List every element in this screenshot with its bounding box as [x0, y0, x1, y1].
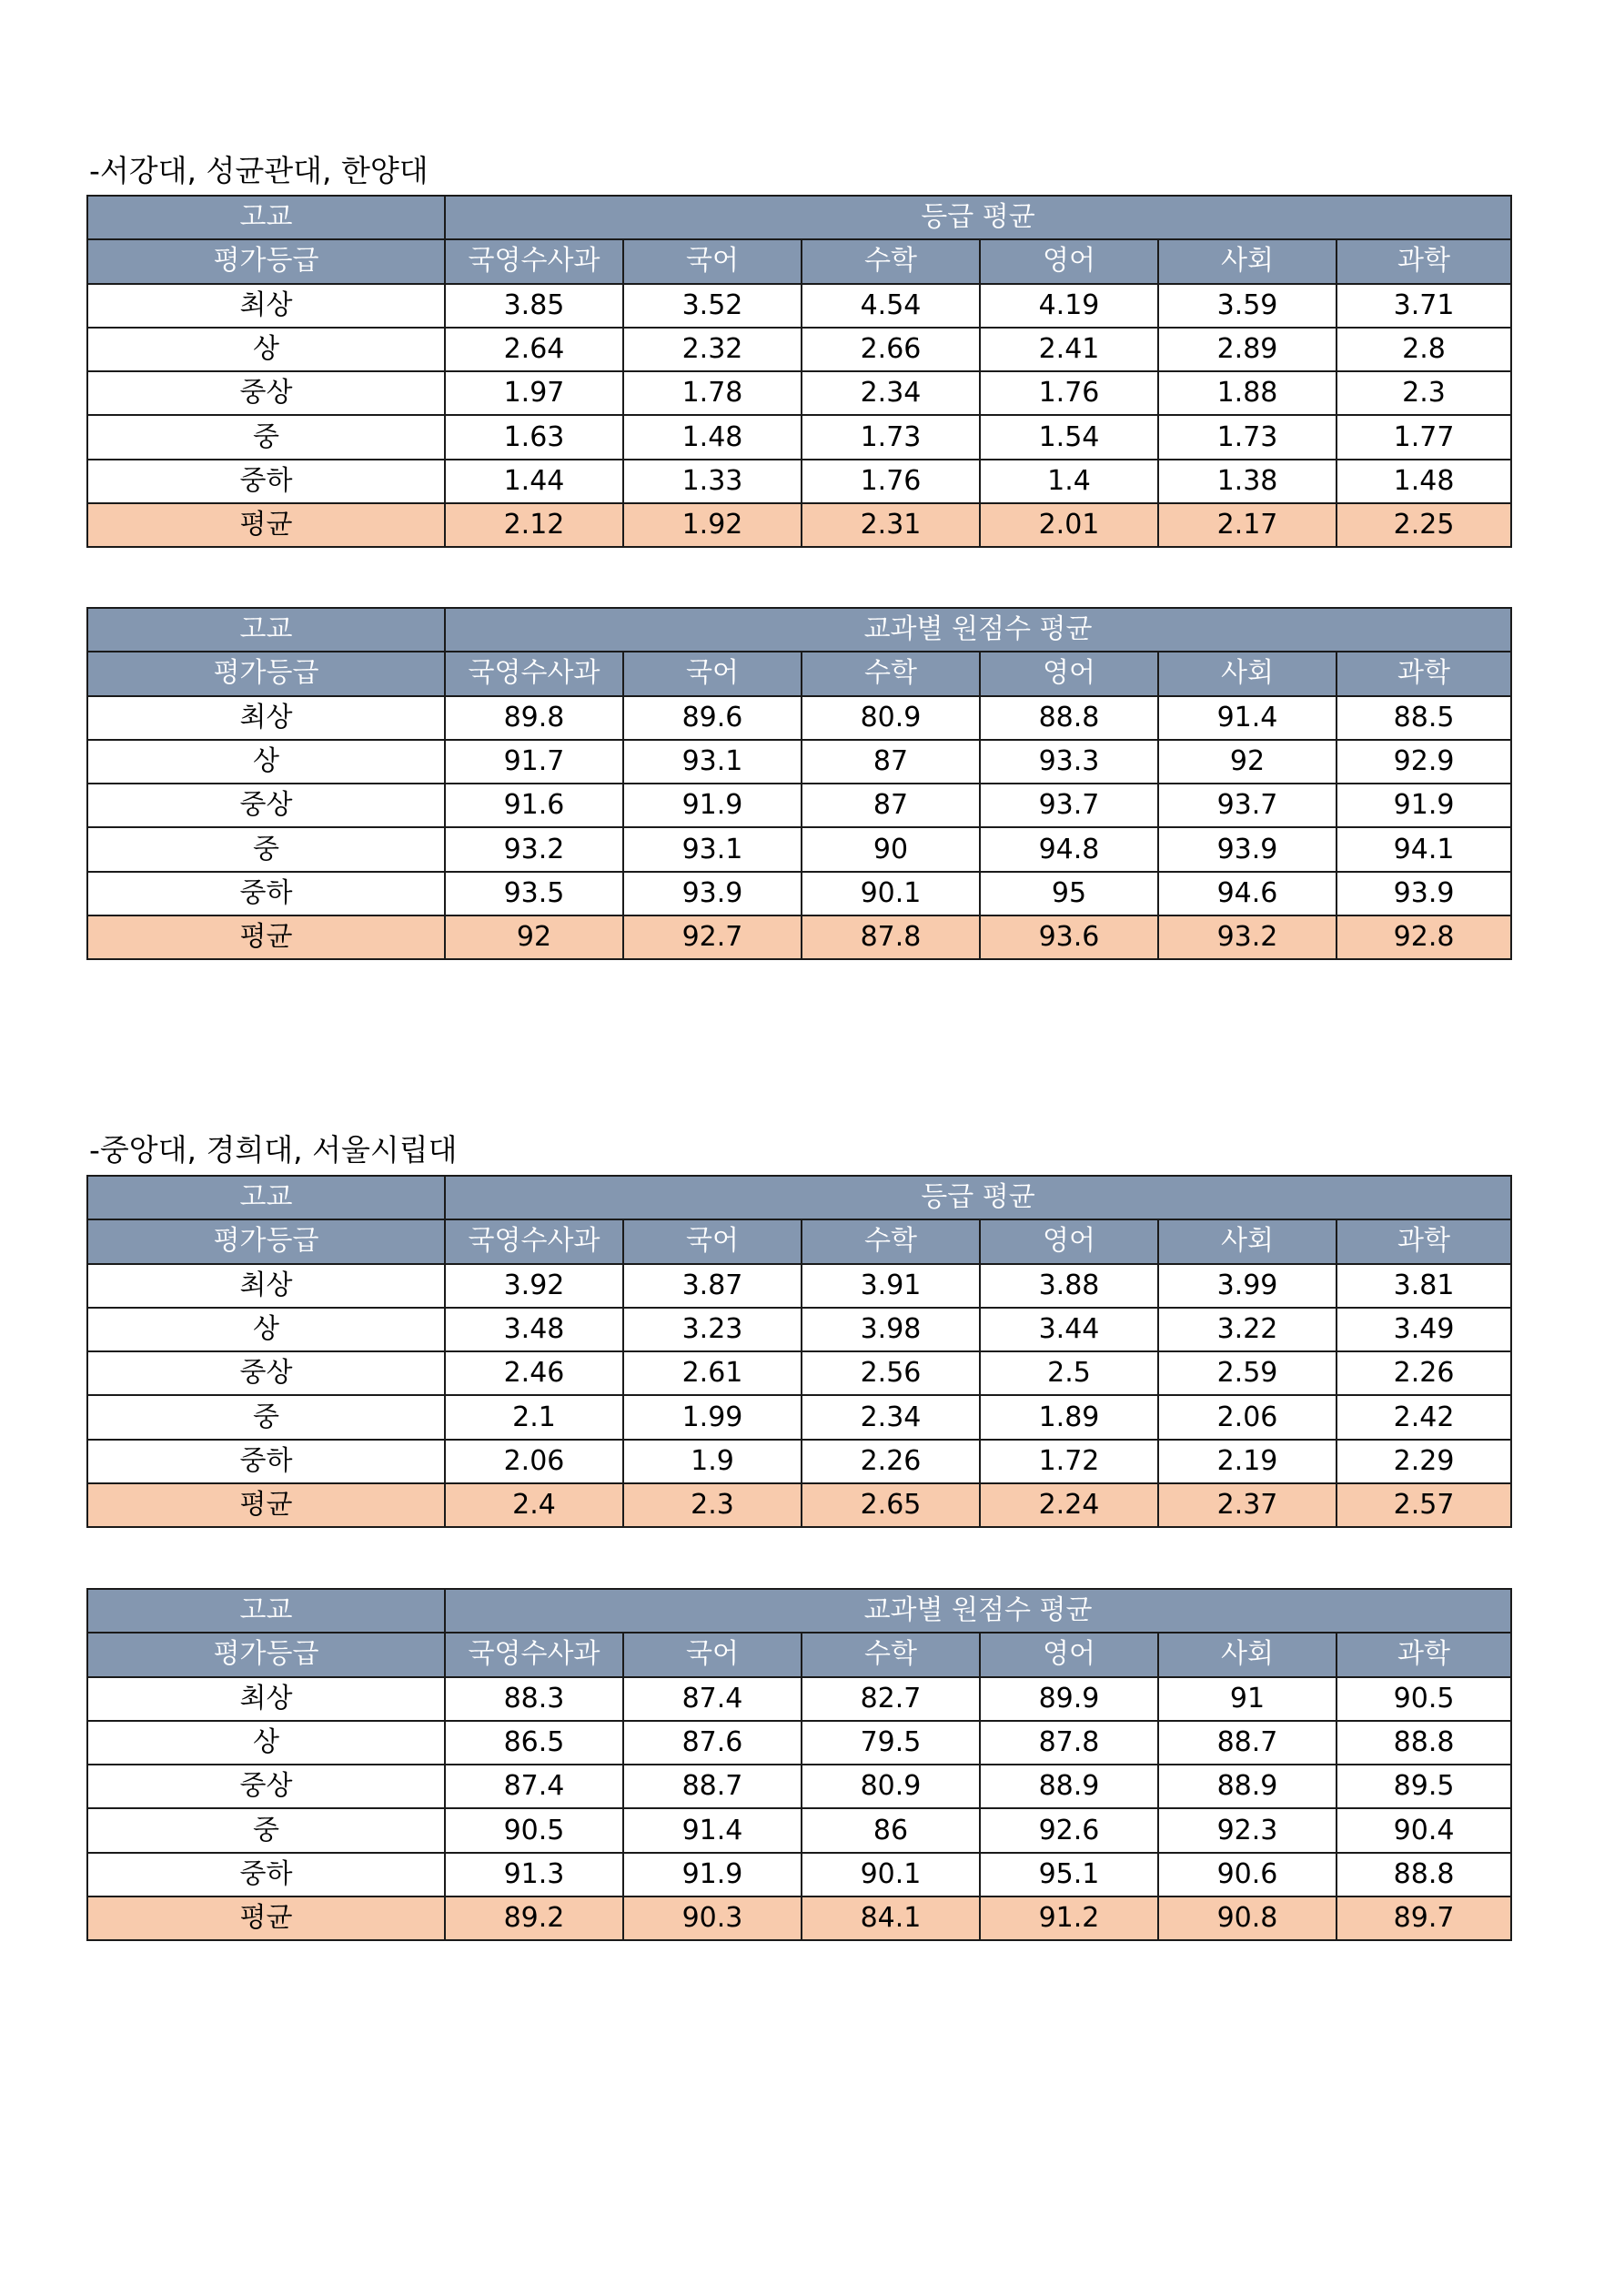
table-row — [87, 1264, 1511, 1308]
table-cell: 87 — [802, 740, 980, 784]
table-cell: 93.1 — [623, 827, 802, 871]
row-label: 중하 — [87, 1853, 445, 1896]
table-cell: 2.8 — [1337, 328, 1511, 371]
table-cell: 3.22 — [1158, 1308, 1337, 1351]
table-cell: 93.9 — [1158, 827, 1337, 871]
table-cell: 88.3 — [445, 1677, 623, 1721]
table-cell: 84.1 — [802, 1896, 980, 1940]
table-cell: 87.4 — [445, 1765, 623, 1808]
table-cell: 3.91 — [802, 1264, 980, 1308]
row-label: 중 — [87, 827, 445, 871]
table-cell: 91.9 — [623, 1853, 802, 1896]
table-cell: 2.41 — [980, 328, 1158, 371]
table-cell: 80.9 — [802, 1765, 980, 1808]
table-row — [87, 1308, 1511, 1351]
column-header: 사회 — [1158, 1633, 1337, 1676]
table-cell: 88.8 — [1337, 1853, 1511, 1896]
row-label: 상 — [87, 328, 445, 371]
table-cell: 93.2 — [1158, 915, 1337, 959]
row-label: 상 — [87, 740, 445, 784]
table-cell: 92.7 — [623, 915, 802, 959]
table-cell: 88.9 — [1158, 1765, 1337, 1808]
table-cell: 3.92 — [445, 1264, 623, 1308]
table-cell: 2.17 — [1158, 503, 1337, 547]
table-row — [87, 328, 1511, 371]
row-label: 중상 — [87, 371, 445, 415]
table-cell: 93.9 — [1337, 872, 1511, 915]
table-row — [87, 1677, 1511, 1721]
raw-score-average-table — [86, 607, 1512, 960]
table-cell: 91.4 — [623, 1808, 802, 1852]
table-cell: 2.26 — [802, 1440, 980, 1483]
column-header: 수학 — [802, 652, 980, 695]
table-cell: 1.48 — [623, 415, 802, 459]
table-row — [87, 784, 1511, 827]
table-cell: 3.98 — [802, 1308, 980, 1351]
table-cell: 1.97 — [445, 371, 623, 415]
row-header: 평가등급 — [87, 1219, 445, 1263]
table-cell: 2.3 — [1337, 371, 1511, 415]
table-cell: 2.37 — [1158, 1483, 1337, 1527]
table-cell: 91.9 — [623, 784, 802, 827]
table-cell: 1.38 — [1158, 460, 1337, 503]
table-cell: 4.54 — [802, 284, 980, 328]
column-header: 영어 — [980, 1219, 1158, 1263]
table-cell: 1.92 — [623, 503, 802, 547]
average-row — [87, 915, 1511, 959]
table-cell: 92.8 — [1337, 915, 1511, 959]
table-cell: 87 — [802, 784, 980, 827]
table-cell: 2.31 — [802, 503, 980, 547]
table-cell: 3.81 — [1337, 1264, 1511, 1308]
column-header: 영어 — [980, 652, 1158, 695]
table-cell: 1.99 — [623, 1395, 802, 1439]
table-cell: 90.3 — [623, 1896, 802, 1940]
raw-score-average-table — [86, 1588, 1512, 1941]
row-label: 중상 — [87, 1765, 445, 1808]
table-cell: 1.76 — [802, 460, 980, 503]
row-label: 상 — [87, 1721, 445, 1765]
table-cell: 94.8 — [980, 827, 1158, 871]
table-cell: 93.1 — [623, 740, 802, 784]
table-cell: 90.5 — [1337, 1677, 1511, 1721]
table-cell: 91.4 — [1158, 696, 1337, 740]
row-label: 중하 — [87, 1440, 445, 1483]
table-cell: 3.88 — [980, 1264, 1158, 1308]
table-cell: 2.34 — [802, 371, 980, 415]
table-cell: 3.44 — [980, 1308, 1158, 1351]
table-cell: 2.65 — [802, 1483, 980, 1527]
table-cell: 2.56 — [802, 1351, 980, 1395]
column-header: 국영수사과 — [445, 652, 623, 695]
table-cell: 1.9 — [623, 1440, 802, 1483]
row-label: 중 — [87, 1395, 445, 1439]
table-cell: 2.25 — [1337, 503, 1511, 547]
row-label: 중 — [87, 415, 445, 459]
table-cell: 90.5 — [445, 1808, 623, 1852]
table-cell: 2.29 — [1337, 1440, 1511, 1483]
table-cell: 2.57 — [1337, 1483, 1511, 1527]
table-cell: 2.01 — [980, 503, 1158, 547]
table-row — [87, 827, 1511, 871]
table-cell: 1.89 — [980, 1395, 1158, 1439]
table-cell: 92.6 — [980, 1808, 1158, 1852]
table-cell: 91.6 — [445, 784, 623, 827]
table-cell: 88.9 — [980, 1765, 1158, 1808]
average-row — [87, 503, 1511, 547]
table-cell: 89.7 — [1337, 1896, 1511, 1940]
table-cell: 2.4 — [445, 1483, 623, 1527]
table-cell: 2.64 — [445, 328, 623, 371]
table-cell: 87.8 — [802, 915, 980, 959]
table-cell: 1.77 — [1337, 415, 1511, 459]
table-cell: 90.8 — [1158, 1896, 1337, 1940]
table-row — [87, 284, 1511, 328]
row-label: 최상 — [87, 696, 445, 740]
row-label: 평균 — [87, 1483, 445, 1527]
table-row — [87, 740, 1511, 784]
table-cell: 86 — [802, 1808, 980, 1852]
table-cell: 90 — [802, 827, 980, 871]
table-cell: 1.73 — [802, 415, 980, 459]
row-label: 최상 — [87, 1677, 445, 1721]
row-label: 최상 — [87, 1264, 445, 1308]
column-header: 국영수사과 — [445, 1219, 623, 1263]
table-cell: 1.4 — [980, 460, 1158, 503]
table-cell: 90.1 — [802, 1853, 980, 1896]
row-header: 평가등급 — [87, 652, 445, 695]
table-cell: 91.7 — [445, 740, 623, 784]
table-cell: 2.3 — [623, 1483, 802, 1527]
column-header: 국어 — [623, 1633, 802, 1676]
table-row — [87, 1395, 1511, 1439]
row-header: 평가등급 — [87, 239, 445, 283]
table-cell: 2.5 — [980, 1351, 1158, 1395]
grade-average-table — [86, 195, 1512, 548]
table-cell: 93.3 — [980, 740, 1158, 784]
table-row — [87, 1351, 1511, 1395]
row-label: 중 — [87, 1808, 445, 1852]
table-cell: 89.6 — [623, 696, 802, 740]
table-cell: 1.72 — [980, 1440, 1158, 1483]
column-header: 국영수사과 — [445, 239, 623, 283]
table-cell: 88.7 — [623, 1765, 802, 1808]
table-cell: 93.9 — [623, 872, 802, 915]
table-row — [87, 1853, 1511, 1896]
table-cell: 94.6 — [1158, 872, 1337, 915]
table-cell: 2.06 — [445, 1440, 623, 1483]
table-cell: 3.48 — [445, 1308, 623, 1351]
table-cell: 80.9 — [802, 696, 980, 740]
table-cell: 2.26 — [1337, 1351, 1511, 1395]
table-cell: 91.9 — [1337, 784, 1511, 827]
group-header: 교과별 원점수 평균 — [445, 608, 1511, 652]
table-cell: 1.63 — [445, 415, 623, 459]
table-cell: 2.12 — [445, 503, 623, 547]
column-header: 영어 — [980, 1633, 1158, 1676]
table-cell: 89.5 — [1337, 1765, 1511, 1808]
table-cell: 2.61 — [623, 1351, 802, 1395]
table-cell: 92.9 — [1337, 740, 1511, 784]
table-cell: 92.3 — [1158, 1808, 1337, 1852]
row-header: 평가등급 — [87, 1633, 445, 1676]
table-cell: 2.89 — [1158, 328, 1337, 371]
column-header: 수학 — [802, 1633, 980, 1676]
table-cell: 3.71 — [1337, 284, 1511, 328]
table-cell: 95 — [980, 872, 1158, 915]
table-cell: 1.33 — [623, 460, 802, 503]
average-row — [87, 1483, 1511, 1527]
column-header: 국영수사과 — [445, 1633, 623, 1676]
table-cell: 82.7 — [802, 1677, 980, 1721]
table-cell: 3.49 — [1337, 1308, 1511, 1351]
table-cell: 87.4 — [623, 1677, 802, 1721]
table-cell: 87.8 — [980, 1721, 1158, 1765]
table-row — [87, 696, 1511, 740]
column-header: 국어 — [623, 652, 802, 695]
corner-header: 고교 — [87, 1589, 445, 1633]
row-label: 중상 — [87, 1351, 445, 1395]
table-cell: 93.7 — [980, 784, 1158, 827]
table-cell: 1.44 — [445, 460, 623, 503]
table-cell: 88.8 — [980, 696, 1158, 740]
column-header: 사회 — [1158, 652, 1337, 695]
row-label: 평균 — [87, 503, 445, 547]
table-cell: 3.23 — [623, 1308, 802, 1351]
table-cell: 2.42 — [1337, 1395, 1511, 1439]
table-cell: 90.4 — [1337, 1808, 1511, 1852]
column-header: 사회 — [1158, 239, 1337, 283]
table-cell: 2.59 — [1158, 1351, 1337, 1395]
column-header: 영어 — [980, 239, 1158, 283]
column-header: 과학 — [1337, 652, 1511, 695]
table-cell: 88.5 — [1337, 696, 1511, 740]
row-label: 상 — [87, 1308, 445, 1351]
table-row — [87, 415, 1511, 459]
grade-average-table — [86, 1175, 1512, 1528]
group-header: 등급 평균 — [445, 1176, 1511, 1219]
table-cell: 1.54 — [980, 415, 1158, 459]
table-cell: 3.87 — [623, 1264, 802, 1308]
table-cell: 91.3 — [445, 1853, 623, 1896]
table-cell: 79.5 — [802, 1721, 980, 1765]
table-cell: 90.1 — [802, 872, 980, 915]
table-cell: 91.2 — [980, 1896, 1158, 1940]
table-cell: 89.9 — [980, 1677, 1158, 1721]
table-cell: 3.52 — [623, 284, 802, 328]
row-label: 평균 — [87, 915, 445, 959]
table-row — [87, 872, 1511, 915]
table-cell: 2.1 — [445, 1395, 623, 1439]
section-title: -서강대, 성균관대, 한양대 — [89, 153, 429, 188]
column-header: 국어 — [623, 1219, 802, 1263]
corner-header: 고교 — [87, 196, 445, 239]
table-cell: 90.6 — [1158, 1853, 1337, 1896]
table-cell: 1.88 — [1158, 371, 1337, 415]
column-header: 수학 — [802, 1219, 980, 1263]
table-cell: 89.2 — [445, 1896, 623, 1940]
table-cell: 2.66 — [802, 328, 980, 371]
section-title: -중앙대, 경희대, 서울시립대 — [89, 1132, 458, 1168]
corner-header: 고교 — [87, 608, 445, 652]
column-header: 사회 — [1158, 1219, 1337, 1263]
table-cell: 2.19 — [1158, 1440, 1337, 1483]
table-cell: 1.73 — [1158, 415, 1337, 459]
column-header: 과학 — [1337, 1633, 1511, 1676]
table-cell: 3.59 — [1158, 284, 1337, 328]
table-row — [87, 1808, 1511, 1852]
table-cell: 2.32 — [623, 328, 802, 371]
column-header: 수학 — [802, 239, 980, 283]
row-label: 중상 — [87, 784, 445, 827]
table-cell: 88.7 — [1158, 1721, 1337, 1765]
table-cell: 1.76 — [980, 371, 1158, 415]
row-label: 평균 — [87, 1896, 445, 1940]
table-cell: 94.1 — [1337, 827, 1511, 871]
row-label: 중하 — [87, 460, 445, 503]
table-cell: 4.19 — [980, 284, 1158, 328]
column-header: 과학 — [1337, 1219, 1511, 1263]
table-cell: 93.2 — [445, 827, 623, 871]
table-cell: 86.5 — [445, 1721, 623, 1765]
table-cell: 92 — [1158, 740, 1337, 784]
table-cell: 93.7 — [1158, 784, 1337, 827]
table-cell: 93.5 — [445, 872, 623, 915]
table-cell: 2.06 — [1158, 1395, 1337, 1439]
row-label: 최상 — [87, 284, 445, 328]
table-cell: 87.6 — [623, 1721, 802, 1765]
table-cell: 89.8 — [445, 696, 623, 740]
corner-header: 고교 — [87, 1176, 445, 1219]
average-row — [87, 1896, 1511, 1940]
table-cell: 2.24 — [980, 1483, 1158, 1527]
table-row — [87, 1721, 1511, 1765]
table-row — [87, 1440, 1511, 1483]
table-cell: 93.6 — [980, 915, 1158, 959]
table-cell: 2.46 — [445, 1351, 623, 1395]
group-header: 교과별 원점수 평균 — [445, 1589, 1511, 1633]
table-cell: 88.8 — [1337, 1721, 1511, 1765]
table-cell: 1.48 — [1337, 460, 1511, 503]
column-header: 과학 — [1337, 239, 1511, 283]
table-cell: 3.85 — [445, 284, 623, 328]
table-row — [87, 1765, 1511, 1808]
table-cell: 92 — [445, 915, 623, 959]
table-cell: 91 — [1158, 1677, 1337, 1721]
table-row — [87, 460, 1511, 503]
group-header: 등급 평균 — [445, 196, 1511, 239]
table-row — [87, 371, 1511, 415]
table-cell: 1.78 — [623, 371, 802, 415]
table-cell: 95.1 — [980, 1853, 1158, 1896]
table-cell: 3.99 — [1158, 1264, 1337, 1308]
column-header: 국어 — [623, 239, 802, 283]
row-label: 중하 — [87, 872, 445, 915]
table-cell: 2.34 — [802, 1395, 980, 1439]
